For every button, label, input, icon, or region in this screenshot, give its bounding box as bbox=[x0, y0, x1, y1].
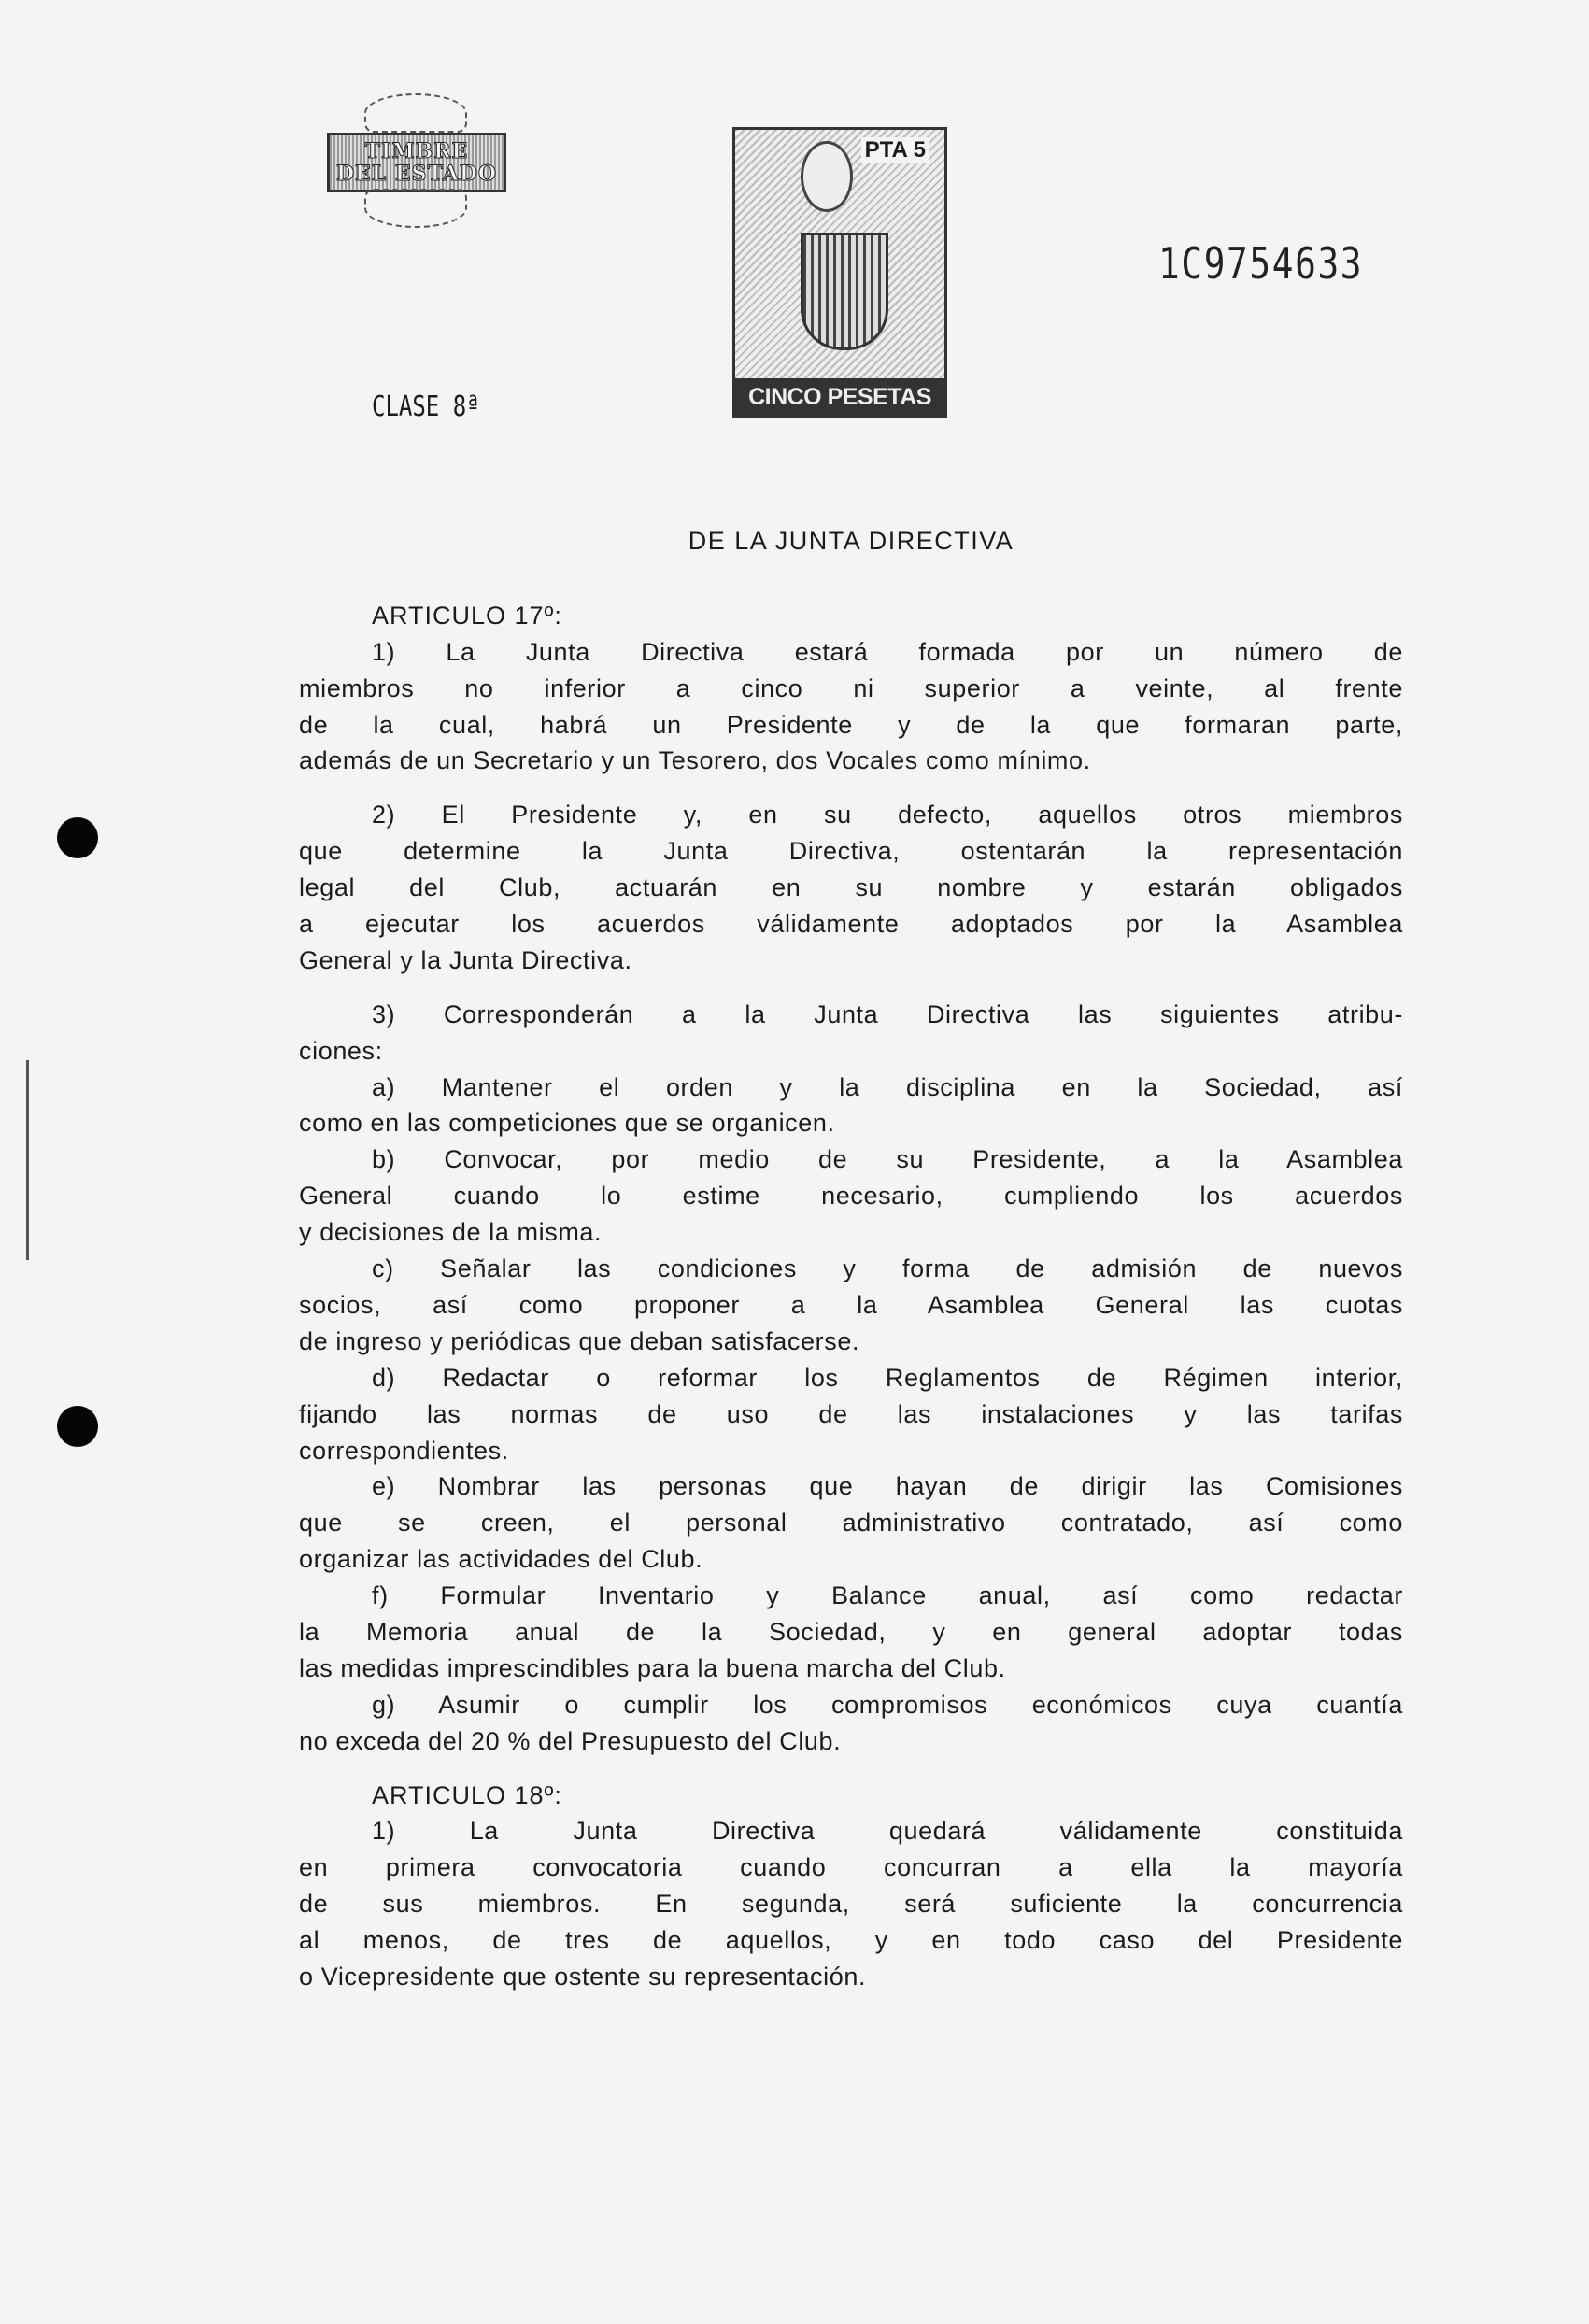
punch-hole bbox=[57, 817, 98, 858]
paragraph-line: e) Nombrar las personas que hayan de dirigir las Comisiones bbox=[372, 1472, 1403, 1501]
paragraph-line: como en las competiciones que se organicen. bbox=[299, 1109, 835, 1138]
serial-number: 1C9754633 bbox=[1158, 238, 1364, 289]
coat-of-arms-icon bbox=[801, 233, 888, 350]
paragraph-line: las medidas imprescindibles para la buena marcha del Club. bbox=[299, 1653, 1006, 1682]
paragraph-line: 1) La Junta Directiva estará formada por un número de bbox=[372, 637, 1403, 666]
paragraph-line: al menos, de tres de aquellos, y en todo caso del Presidente bbox=[299, 1926, 1403, 1955]
paragraph-line: de la cual, habrá un Presidente y de la que formaran parte, bbox=[299, 710, 1403, 739]
margin-mark bbox=[26, 1060, 29, 1260]
paragraph-line: que determine la Junta Directiva, ostentarán la representación bbox=[299, 837, 1403, 866]
paragraph-line: f) Formular Inventario y Balance anual, así como redactar bbox=[372, 1581, 1403, 1610]
article-heading: ARTICULO 18º: bbox=[372, 1780, 562, 1809]
paragraph-line: que se creen, el personal administrativo contratado, así como bbox=[299, 1509, 1403, 1538]
paragraph-line: en primera convocatoria cuando concurran a ella la mayoría bbox=[299, 1853, 1403, 1882]
paragraph-line: de ingreso y periódicas que deban satisfacerse. bbox=[299, 1326, 860, 1355]
paragraph-line: 2) El Presidente y, en su defecto, aquellos otros miembros bbox=[372, 801, 1403, 829]
timbre-del-estado-seal bbox=[327, 93, 504, 224]
class-label: CLASE 8ª bbox=[372, 390, 480, 423]
eagle-emblem-icon bbox=[801, 141, 853, 212]
paragraph-line: General y la Junta Directiva. bbox=[299, 945, 632, 974]
paragraph-line: organizar las actividades del Club. bbox=[299, 1545, 703, 1574]
document-body bbox=[299, 523, 1403, 1995]
fiscal-stamp bbox=[732, 127, 947, 418]
timbre-text: DEL ESTADO bbox=[335, 162, 498, 186]
paragraph-line: no exceda del 20 % del Presupuesto del Club. bbox=[299, 1726, 842, 1755]
stamp-value: PTA 5 bbox=[861, 137, 929, 163]
paragraph-line: correspondientes. bbox=[299, 1436, 509, 1465]
paragraph-line: fijando las normas de uso de las instalaciones y las tarifas bbox=[299, 1399, 1403, 1428]
paragraph-line: socios, así como proponer a la Asamblea General las cuotas bbox=[299, 1290, 1403, 1319]
paragraph-line: 3) Corresponderán a la Junta Directiva las siguientes atribu- bbox=[372, 999, 1403, 1028]
paragraph-line: además de un Secretario y un Tesorero, dos Vocales como mínimo. bbox=[299, 746, 1091, 775]
timbre-text: TIMBRE bbox=[364, 139, 469, 163]
paragraph-line: la Memoria anual de la Sociedad, y en general adoptar todas bbox=[299, 1617, 1403, 1646]
paragraph-line: legal del Club, actuarán en su nombre y estarán obligados bbox=[299, 873, 1403, 902]
punch-hole bbox=[57, 1406, 98, 1447]
paragraph-line: 1) La Junta Directiva quedará válidamente constituida bbox=[372, 1817, 1403, 1846]
paragraph-line: de sus miembros. En segunda, será suficiente la concurrencia bbox=[299, 1890, 1403, 1919]
paragraph-line: g) Asumir o cumplir los compromisos económicos cuya cuantía bbox=[372, 1690, 1403, 1719]
paragraph-line: y decisiones de la misma. bbox=[299, 1218, 603, 1247]
paragraph-line: b) Convocar, por medio de su Presidente, a la Asamblea bbox=[372, 1145, 1403, 1174]
paragraph-line: General cuando lo estime necesario, cumpliendo los acuerdos bbox=[299, 1182, 1403, 1211]
paragraph-line: c) Señalar las condiciones y forma de admisión de nuevos bbox=[372, 1254, 1403, 1283]
paragraph-line: ciones: bbox=[299, 1036, 383, 1065]
stamp-denomination: CINCO PESETAS bbox=[735, 378, 944, 416]
paragraph-line: o Vicepresidente que ostente su representación. bbox=[299, 1962, 867, 1991]
paragraph-line: a) Mantener el orden y la disciplina en la Sociedad, así bbox=[372, 1072, 1403, 1101]
section-title: DE LA JUNTA DIRECTIVA bbox=[688, 527, 1014, 555]
paragraph-line: a ejecutar los acuerdos válidamente adoptados por la Asamblea bbox=[299, 910, 1403, 939]
article-heading: ARTICULO 17º: bbox=[372, 601, 562, 630]
paragraph-line: miembros no inferior a cinco ni superior a veinte, al frente bbox=[299, 673, 1403, 702]
paragraph-line: d) Redactar o reformar los Reglamentos de Régimen interior, bbox=[372, 1363, 1403, 1392]
